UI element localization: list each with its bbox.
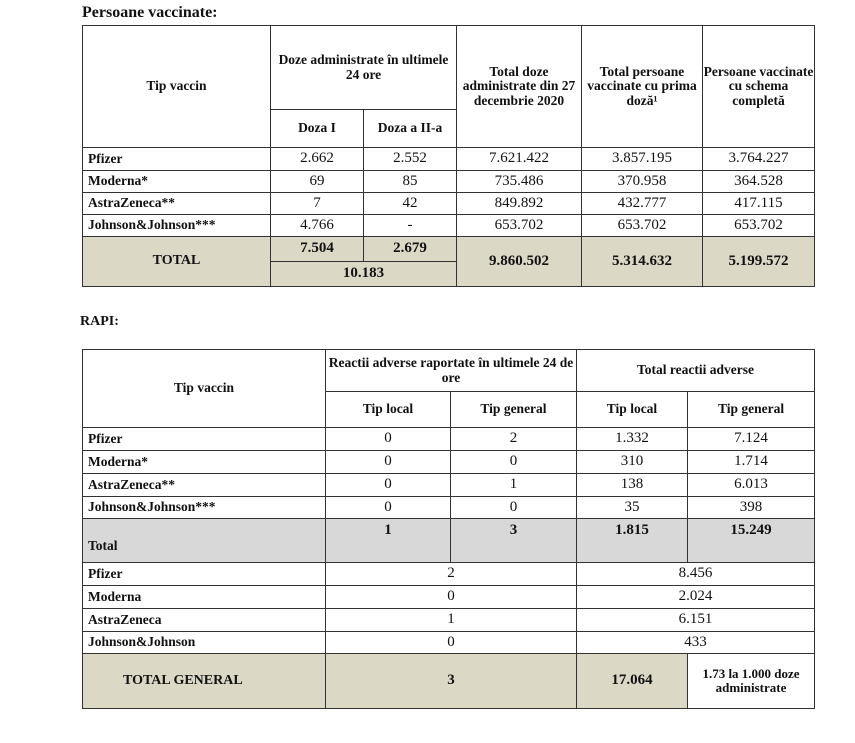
prima-doza-value: 3.857.195: [582, 148, 703, 171]
total-prima-doza: 5.314.632: [582, 237, 703, 287]
general-24h-value: 0: [451, 497, 577, 519]
prima-doza-value: 432.777: [582, 193, 703, 215]
total-doze-value: 7.621.422: [457, 148, 582, 171]
local-total-value: 1.332: [577, 428, 688, 451]
total-label: Total: [83, 519, 326, 563]
grand-total-row: [83, 654, 815, 709]
local-total-value: 310: [577, 451, 688, 474]
table-row: [83, 193, 815, 215]
local-total-value: 138: [577, 474, 688, 497]
grand-total-label: TOTAL GENERAL: [83, 654, 326, 709]
summary-total-value: 6.151: [577, 609, 815, 632]
schema-value: 3.764.227: [703, 148, 815, 171]
summary-24h-value: 2: [326, 563, 577, 586]
doza2-value: 85: [364, 171, 457, 193]
header-schema-completa: Persoane vaccinate cu schema completă: [703, 26, 815, 148]
doza2-value: 2.552: [364, 148, 457, 171]
total-schema: 5.199.572: [703, 237, 815, 287]
header-doza-2: Doza a II-a: [364, 110, 457, 148]
grand-total-value: 17.064: [577, 654, 688, 709]
doza1-value: 69: [271, 171, 364, 193]
prima-doza-value: 370.958: [582, 171, 703, 193]
grand-total-24h: 3: [326, 654, 577, 709]
header-doze-24h: Doze administrate în ultimele 24 ore: [271, 26, 457, 110]
doza2-value: -: [364, 215, 457, 237]
doza1-value: 7: [271, 193, 364, 215]
general-24h-value: 0: [451, 451, 577, 474]
schema-value: 417.115: [703, 193, 815, 215]
table-row: [83, 215, 815, 237]
header-reactii-24h: Reactii adverse raportate în ultimele 24 de ore: [326, 350, 577, 392]
header-tip-local-24h: Tip local: [326, 392, 451, 428]
summary-row: [83, 563, 815, 586]
general-total-value: 398: [688, 497, 815, 519]
total-label: TOTAL: [83, 237, 271, 287]
prima-doza-value: 653.702: [582, 215, 703, 237]
local-24h-value: 0: [326, 474, 451, 497]
summary-total-value: 433: [577, 632, 815, 654]
summary-row: [83, 632, 815, 654]
vaccine-name: AstraZeneca: [83, 609, 326, 632]
summary-24h-value: 0: [326, 586, 577, 609]
vaccine-name: Moderna*: [83, 451, 326, 474]
total-doza2: 2.679: [364, 237, 457, 262]
header-total-reactii: Total reactii adverse: [577, 350, 815, 392]
general-total-value: 7.124: [688, 428, 815, 451]
summary-total-value: 2.024: [577, 586, 815, 609]
total-row: [83, 519, 815, 563]
vaccine-name: Moderna*: [83, 171, 271, 193]
total-doze-value: 849.892: [457, 193, 582, 215]
total-general-24h: 3: [451, 519, 577, 563]
doza1-value: 4.766: [271, 215, 364, 237]
vaccine-name: Johnson&Johnson***: [83, 215, 271, 237]
vaccine-name: Moderna: [83, 586, 326, 609]
header-tip-general-24h: Tip general: [451, 392, 577, 428]
total-row: [83, 237, 815, 262]
total-local-total: 1.815: [577, 519, 688, 563]
grand-total-rate: 1.73 la 1.000 doze administrate: [688, 654, 815, 709]
header-tip-local-total: Tip local: [577, 392, 688, 428]
rapi-heading: RAPI:: [80, 314, 119, 329]
total-local-24h: 1: [326, 519, 451, 563]
vaccine-name: AstraZeneca**: [83, 474, 326, 497]
general-24h-value: 2: [451, 428, 577, 451]
summary-24h-value: 1: [326, 609, 577, 632]
vaccine-name: Pfizer: [83, 428, 326, 451]
local-total-value: 35: [577, 497, 688, 519]
vaccinated-heading: Persoane vaccinate:: [82, 4, 218, 21]
vaccine-name: Pfizer: [83, 563, 326, 586]
local-24h-value: 0: [326, 428, 451, 451]
total-doze-24h: 10.183: [271, 262, 457, 287]
header-total-doze: Total doze administrate din 27 decembrie 2020: [457, 26, 582, 148]
table-row: [83, 474, 815, 497]
local-24h-value: 0: [326, 451, 451, 474]
table-row: [83, 451, 815, 474]
vaccine-name: Pfizer: [83, 148, 271, 171]
table-row: [83, 148, 815, 171]
summary-24h-value: 0: [326, 632, 577, 654]
header-doza-1: Doza I: [271, 110, 364, 148]
table-row: [83, 171, 815, 193]
header-tip-vaccin: Tip vaccin: [83, 350, 326, 428]
doza2-value: 42: [364, 193, 457, 215]
table-row: [83, 497, 815, 519]
vaccine-name: AstraZeneca**: [83, 193, 271, 215]
schema-value: 653.702: [703, 215, 815, 237]
vaccine-name: Johnson&Johnson: [83, 632, 326, 654]
total-doze-value: 653.702: [457, 215, 582, 237]
general-total-value: 1.714: [688, 451, 815, 474]
total-doze-sum: 9.860.502: [457, 237, 582, 287]
total-doze-value: 735.486: [457, 171, 582, 193]
general-total-value: 6.013: [688, 474, 815, 497]
schema-value: 364.528: [703, 171, 815, 193]
header-tip-vaccin: Tip vaccin: [83, 26, 271, 148]
vaccinated-table: [82, 25, 815, 287]
summary-total-value: 8.456: [577, 563, 815, 586]
doza1-value: 2.662: [271, 148, 364, 171]
rapi-table: [82, 349, 815, 709]
vaccine-name: Johnson&Johnson***: [83, 497, 326, 519]
summary-row: [83, 609, 815, 632]
local-24h-value: 0: [326, 497, 451, 519]
total-general-total: 15.249: [688, 519, 815, 563]
header-total-prima-doza: Total persoane vaccinate cu prima doză¹: [582, 26, 703, 148]
table-row: [83, 428, 815, 451]
general-24h-value: 1: [451, 474, 577, 497]
summary-row: [83, 586, 815, 609]
total-doza1: 7.504: [271, 237, 364, 262]
header-tip-general-total: Tip general: [688, 392, 815, 428]
